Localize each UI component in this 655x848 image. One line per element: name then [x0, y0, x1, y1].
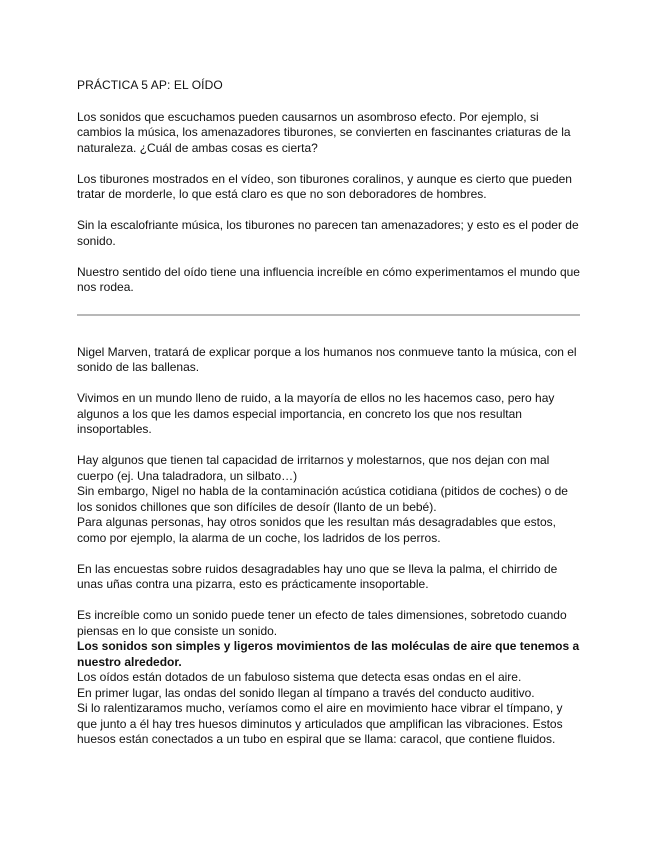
document-title: PRÁCTICA 5 AP: EL OÍDO [77, 78, 223, 92]
paragraph: Vivimos en un mundo lleno de ruido, a la mayoría de ellos no les hacemos caso, pero hay algunos a los que les damos especial importancia, en concreto los que nos resultan insoportables. [77, 391, 555, 436]
paragraph: Nuestro sentido del oído tiene una influencia increíble en cómo experimentamos el mundo que nos rodea. [77, 264, 580, 294]
paragraph: Es increíble como un sonido puede tener un efecto de tales dimensiones, sobretodo cuando piensas en lo que consiste un sonido. [77, 608, 567, 638]
paragraph: Los tiburones mostrados en el vídeo, son tiburones coralinos, y aunque es cierto que pueden tratar de morderle, lo que está claro es que no son deboradores de hombres. [77, 171, 572, 201]
paragraph: Los oídos están dotados de un fabuloso sistema que detecta esas ondas en el aire. [77, 670, 522, 684]
paragraph: Para algunas personas, hay otros sonidos que les resultan más desagradables que estos, como por ejemplo, la alarma de un coche, los ladridos de los perros. [77, 515, 556, 545]
paragraph: Hay algunos que tienen tal capacidad de irritarnos y molestarnos, que nos dejan con mal cuerpo (ej. Una taladradora, un silbato…) [77, 453, 550, 483]
document-body [77, 78, 582, 748]
paragraph: En primer lugar, las ondas del sonido llegan al tímpano a través del conducto auditivo. [77, 685, 535, 700]
paragraph: En las encuestas sobre ruidos desagradables hay uno que se lleva la palma, el chirrido de unas uñas contra una pizarra, esto es prácticamente insoportable. [77, 561, 558, 591]
paragraph: Los sonidos que escuchamos pueden causarnos un asombroso efecto. Por ejemplo, si cambios la música, los amenazadores tiburones, se convierten en fascinantes criaturas de la naturaleza. ¿Cuál de ambas cosas es cierta? [77, 109, 571, 155]
paragraph: Nigel Marven, tratará de explicar porque a los humanos nos conmueve tanto la música, con el sonido de las ballenas. [77, 344, 577, 374]
paragraph: Sin embargo, Nigel no habla de la contaminación acústica cotidiana (pitidos de coches) o de los sonidos chillones que son difíciles de desoír (llanto de un bebé). [77, 484, 568, 514]
paragraph: Sin la escalofriante música, los tiburones no parecen tan amenazadores; y esto es el poder de sonido. [77, 218, 579, 248]
horizontal-divider [77, 314, 580, 316]
bold-statement: Los sonidos son simples y ligeros movimientos de las moléculas de aire que tenemos a nuestro alrededor. [77, 639, 580, 669]
paragraph: Si lo ralentizaramos mucho, veríamos como el aire en movimiento hace vibrar el tímpano, y que junto a él hay tres huesos diminutos y articulados que amplifican las vibraciones. Estos huesos están conectados a un tubo en espiral que se llama: caracol, que contiene fluidos. [77, 701, 563, 746]
